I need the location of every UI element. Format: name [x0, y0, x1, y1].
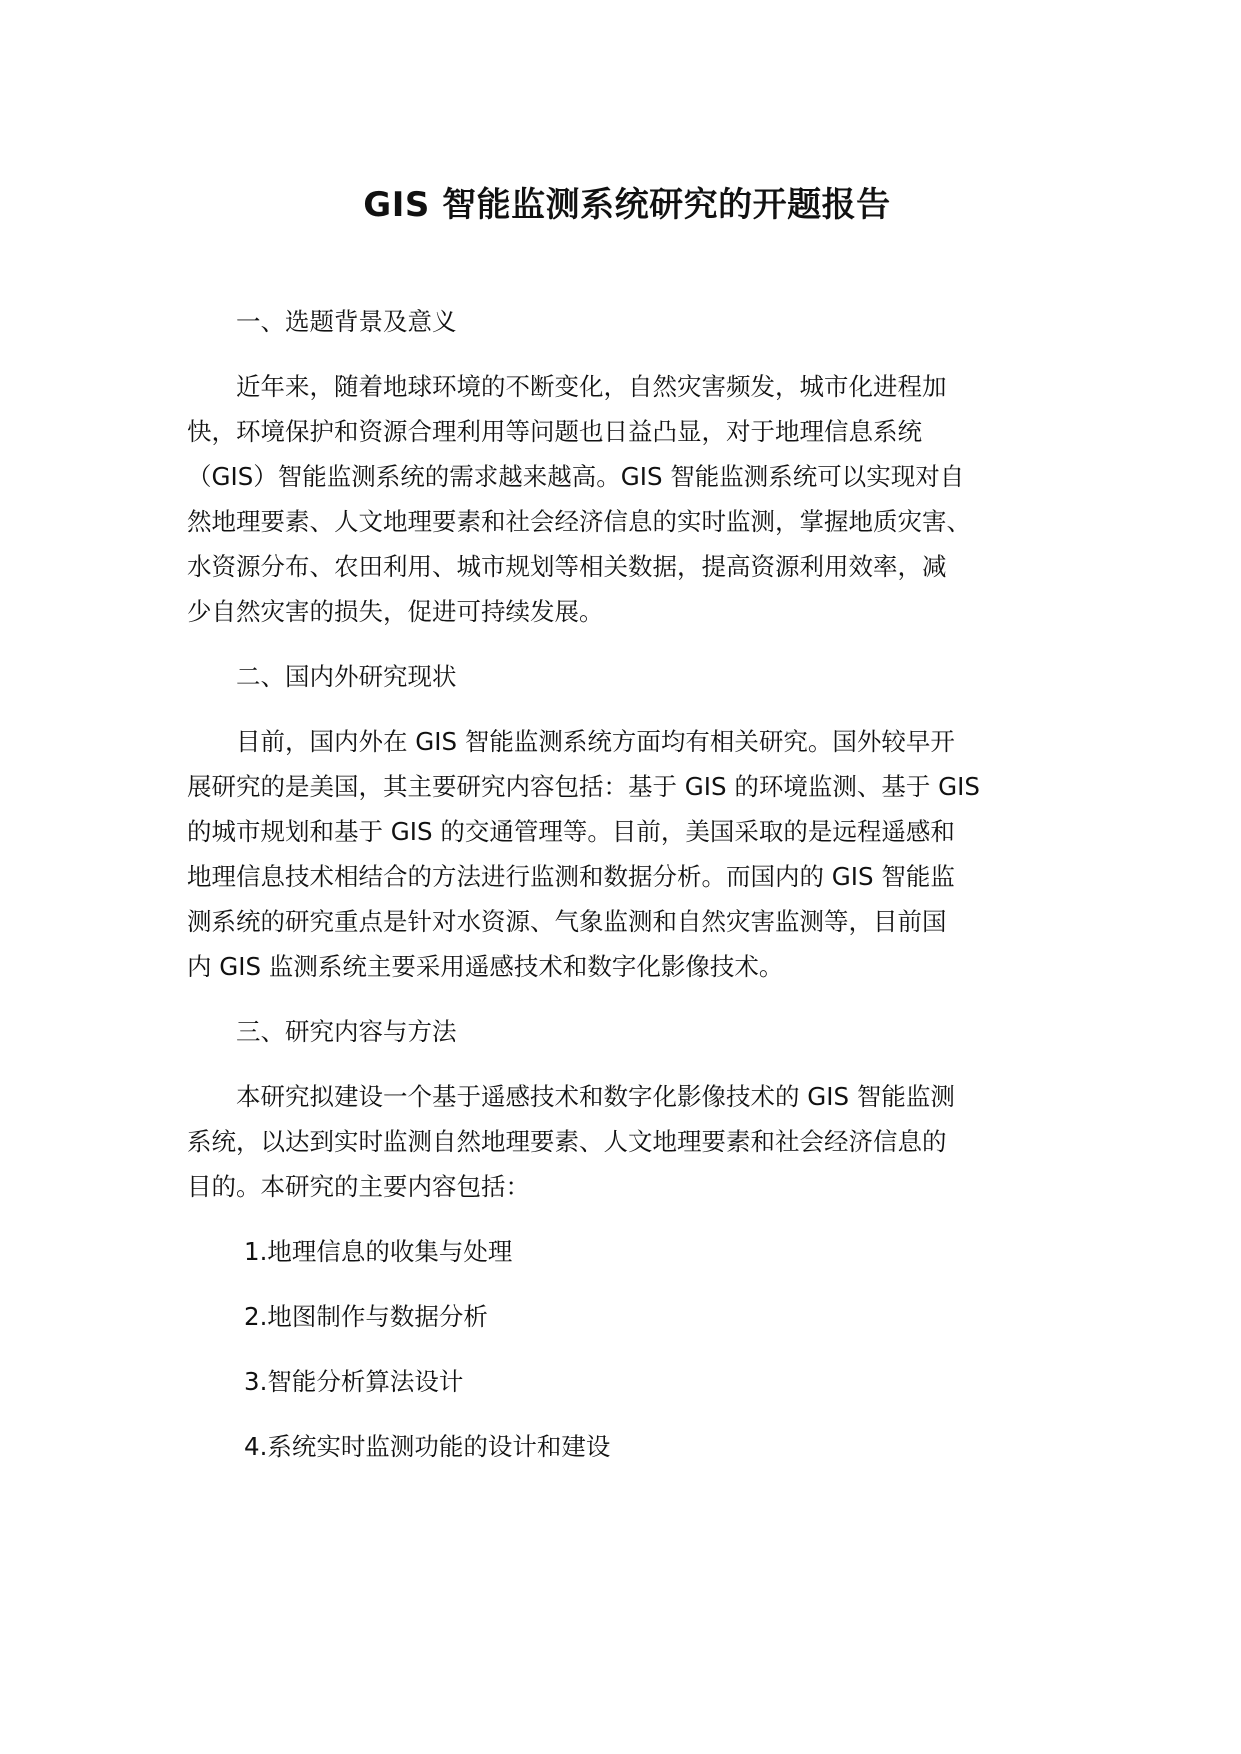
- paragraph-content: [187, 1074, 1067, 1209]
- text-line: 内 GIS 监测系统主要采用遥感技术和数字化影像技术。: [187, 952, 784, 981]
- text-line: 目前，国内外在 GIS 智能监测系统方面均有相关研究。国外较早开: [236, 727, 955, 756]
- text-line: 然地理要素、人文地理要素和社会经济信息的实时监测，掌握地质灾害、: [187, 507, 971, 536]
- content-list-item: 1.地理信息的收集与处理: [244, 1237, 513, 1266]
- text-line: 本研究拟建设一个基于遥感技术和数字化影像技术的 GIS 智能监测: [236, 1082, 955, 1111]
- text-line: （GIS）智能监测系统的需求越来越高。GIS 智能监测系统可以实现对自: [187, 462, 965, 491]
- section-heading-background: 一、选题背景及意义: [236, 307, 457, 336]
- text-line: 展研究的是美国，其主要研究内容包括：基于 GIS 的环境监测、基于 GIS: [187, 772, 980, 801]
- document-page: [187, 175, 1067, 1489]
- section-heading-status: 二、国内外研究现状: [236, 662, 457, 691]
- text-line: 少自然灾害的损失，促进可持续发展。: [187, 597, 604, 626]
- text-line: 的城市规划和基于 GIS 的交通管理等。目前，美国采取的是远程遥感和: [187, 817, 955, 846]
- paragraph-status: [187, 719, 1067, 989]
- content-list-item: 2.地图制作与数据分析: [244, 1302, 488, 1331]
- section-heading-content: 三、研究内容与方法: [236, 1017, 457, 1046]
- paragraph-background: [187, 364, 1067, 634]
- text-line: 地理信息技术相结合的方法进行监测和数据分析。而国内的 GIS 智能监: [187, 862, 955, 891]
- text-line: 目的。本研究的主要内容包括：: [187, 1172, 530, 1201]
- content-list-item: 3.智能分析算法设计: [244, 1367, 464, 1396]
- text-line: 测系统的研究重点是针对水资源、气象监测和自然灾害监测等，目前国: [187, 907, 947, 936]
- document-title: GIS 智能监测系统研究的开题报告: [363, 185, 891, 225]
- text-line: 近年来，随着地球环境的不断变化，自然灾害频发，城市化进程加: [236, 372, 947, 401]
- text-line: 系统，以达到实时监测自然地理要素、人文地理要素和社会经济信息的: [187, 1127, 947, 1156]
- content-list-item: 4.系统实时监测功能的设计和建设: [244, 1432, 611, 1461]
- text-line: 水资源分布、农田利用、城市规划等相关数据，提高资源利用效率，减: [187, 552, 947, 581]
- text-line: 快，环境保护和资源合理利用等问题也日益凸显，对于地理信息系统: [187, 417, 922, 446]
